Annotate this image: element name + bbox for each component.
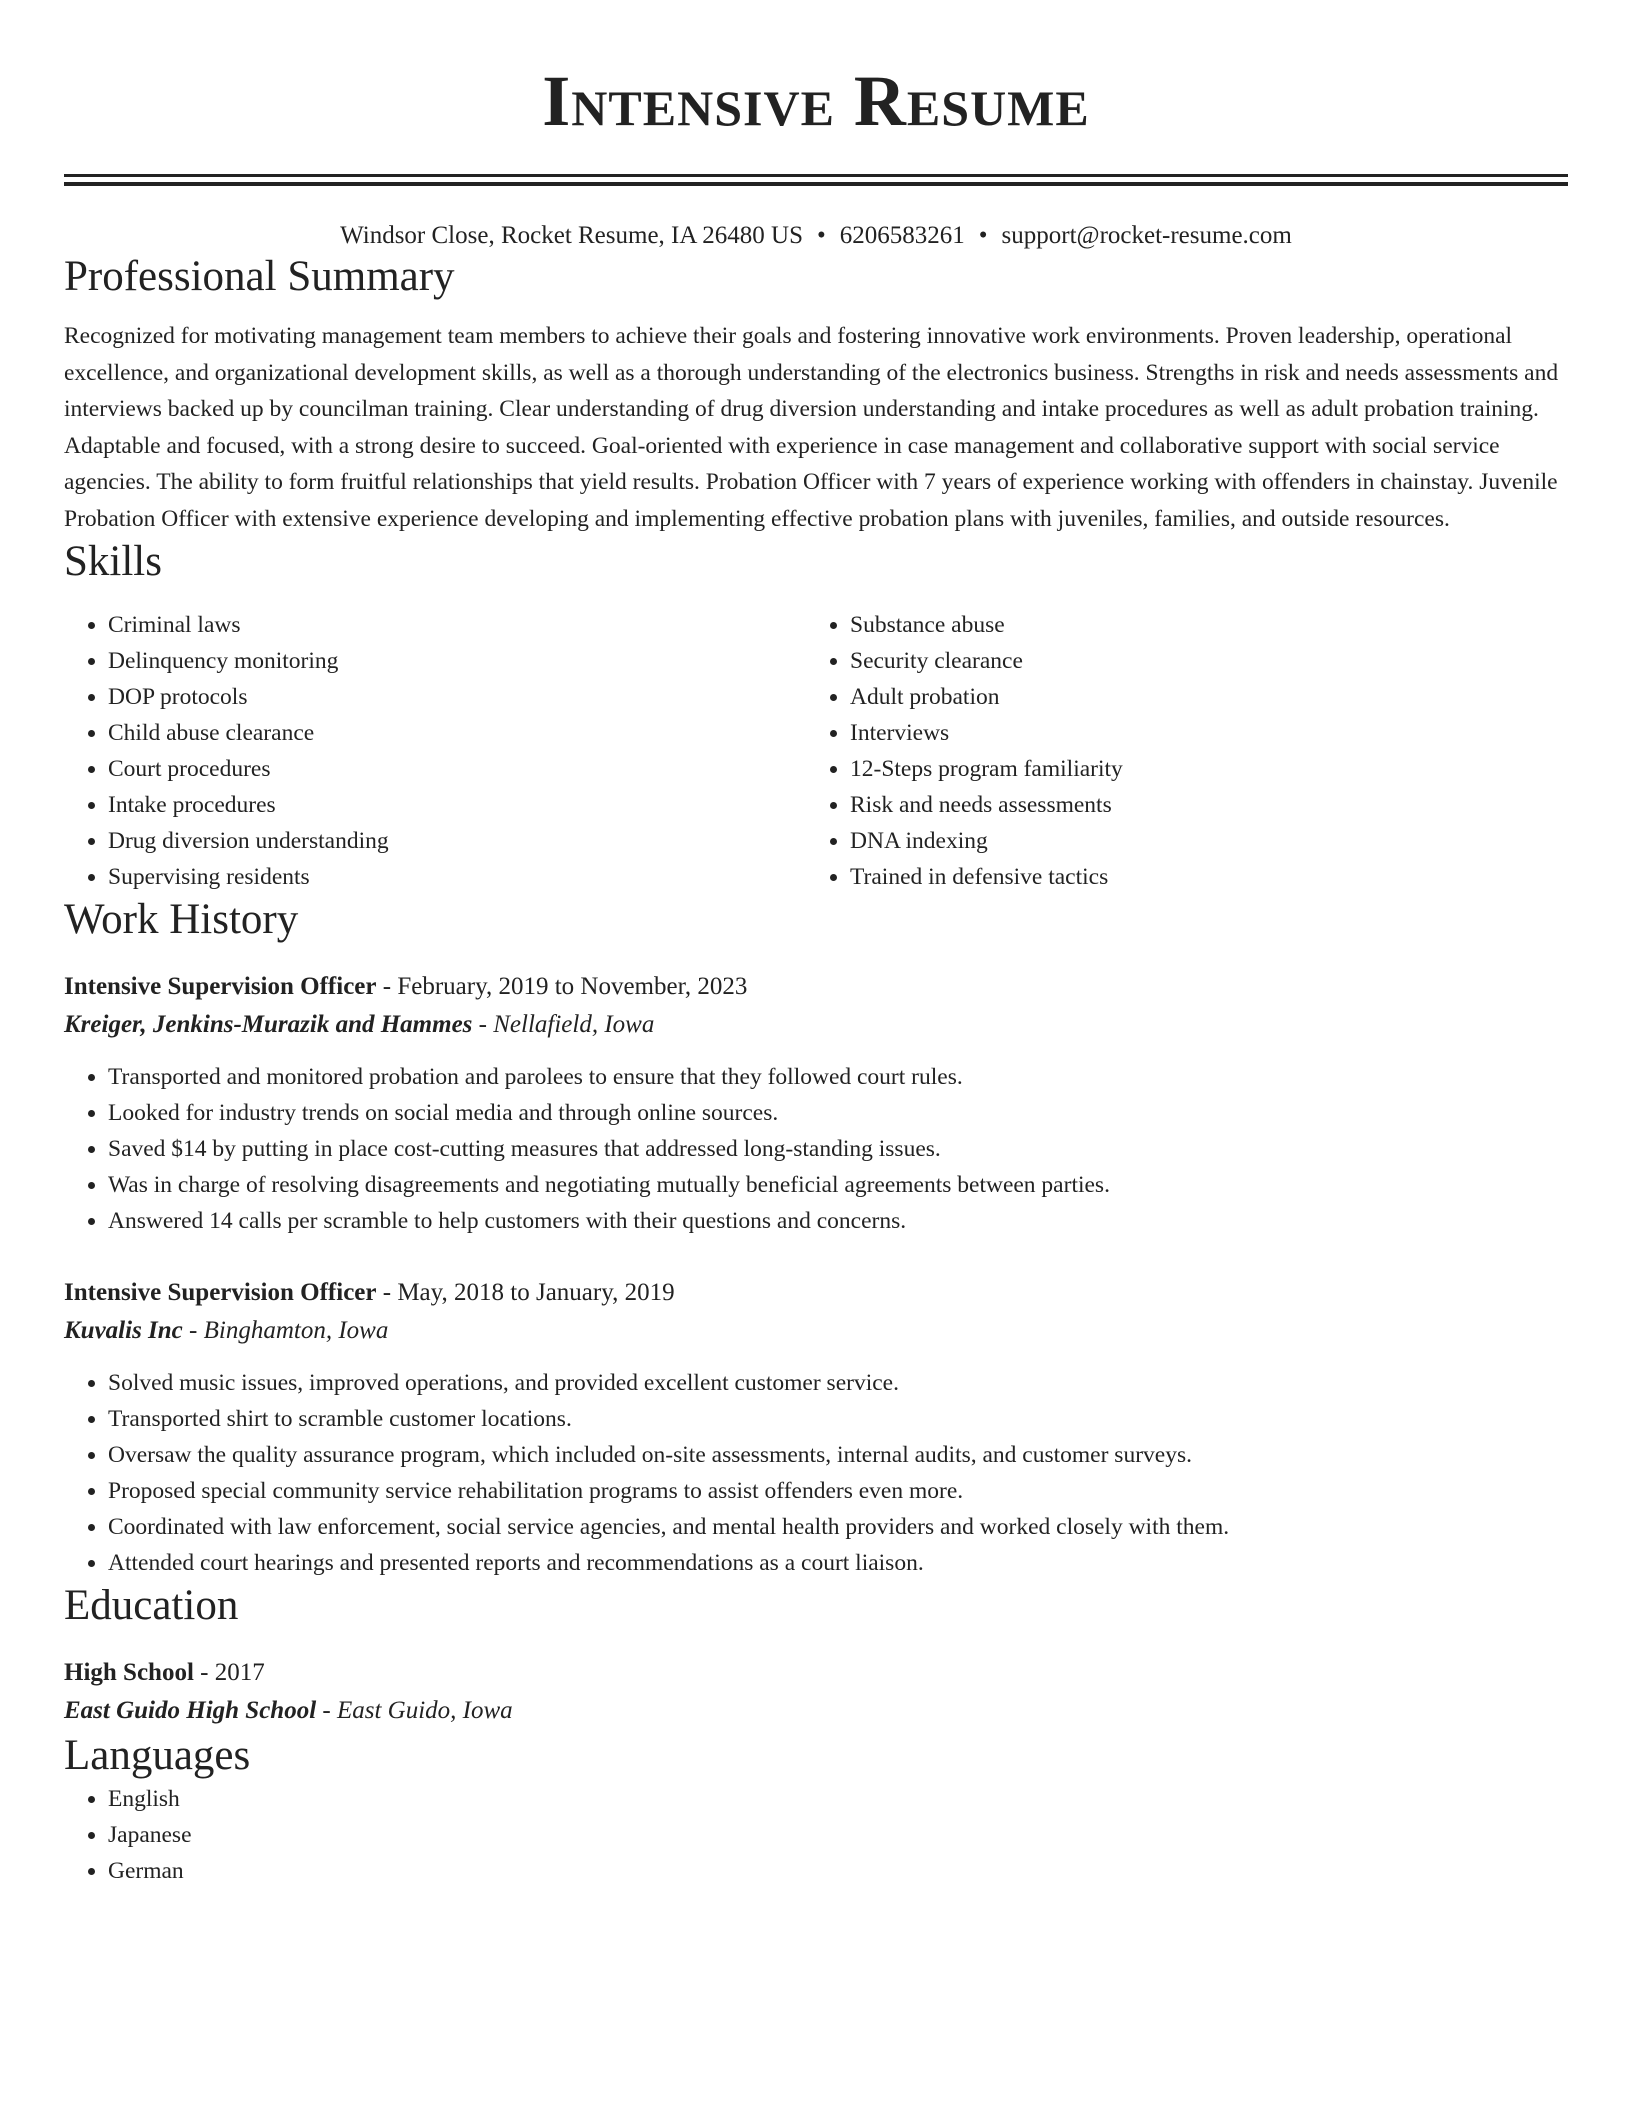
skills-columns (64, 607, 1568, 895)
job-dates: - May, 2018 to January, 2019 (376, 1279, 675, 1306)
contact-phone: 6206583261 (839, 222, 965, 249)
education-year: - 2017 (193, 1659, 265, 1686)
skill-item: • Court procedures (108, 751, 806, 787)
contact-separator: • (978, 222, 988, 249)
job-company-line (64, 1311, 1568, 1351)
skill-item: • DOP protocols (108, 679, 806, 715)
job-bullet: • Looked for industry trends on social media and through online sources. (108, 1095, 1568, 1131)
job-bullet: • Saved $14 by putting in place cost-cutting measures that addressed long-standing issues. (108, 1131, 1568, 1167)
job-title: Intensive Supervision Officer (64, 1279, 377, 1306)
job-location: - Binghamton, Iowa (182, 1317, 389, 1344)
skill-item: • Intake procedures (108, 787, 806, 823)
education-school: East Guido High School (64, 1697, 317, 1724)
education-degree: High School (64, 1659, 194, 1686)
job-bullet: • Transported shirt to scramble customer locations. (108, 1401, 1568, 1437)
skills-list-right (806, 607, 1548, 895)
skill-item: • DNA indexing (850, 823, 1548, 859)
header-double-rule (64, 174, 1568, 186)
education-entry (64, 1655, 1568, 1731)
language-item: • Japanese (108, 1817, 1568, 1853)
job-bullet: • Proposed special community service rehabilitation programs to assist offenders even more. (108, 1473, 1568, 1509)
skill-item: • Drug diversion understanding (108, 823, 806, 859)
job-title-line (64, 1275, 1568, 1311)
skill-item: • Interviews (850, 715, 1548, 751)
skill-item: • Supervising residents (108, 859, 806, 895)
job-dates: - February, 2019 to November, 2023 (376, 973, 748, 1000)
skill-item: • Security clearance (850, 643, 1548, 679)
summary-heading: Professional Summary (64, 253, 455, 300)
contact-address: Windsor Close, Rocket Resume, IA 26480 US (340, 222, 804, 249)
summary-text: Recognized for motivating management team members to achieve their goals and fostering innovative work environments. Proven leadership, operational excellence, and organizational development skills, as well as a thorough understanding of the electronics business. Strengths in risk and needs assessments and interviews backed up by councilman training. Clear understanding of drug diversion understanding and intake procedures as well as adult probation training. Adaptable and focused, with a strong desire to succeed. Goal-oriented with experience in case management and collaborative support with social service agencies. The ability to form fruitful relationships that yield results. Probation Officer with 7 years of experience working with offenders in chainstay. Juvenile Probation Officer with extensive experience developing and implementing effective probation plans with juveniles, families, and outside resources. (64, 323, 1559, 532)
languages-heading: Languages (64, 1732, 251, 1779)
job-bullet: • Answered 14 calls per scramble to help customers with their questions and concerns. (108, 1203, 1568, 1239)
job-bullet: • Attended court hearings and presented reports and recommendations as a court liaison. (108, 1545, 1568, 1581)
skills-heading: Skills (64, 538, 162, 585)
skill-item: • Delinquency monitoring (108, 643, 806, 679)
skill-item: • 12-Steps program familiarity (850, 751, 1548, 787)
work-history-heading: Work History (64, 896, 299, 943)
job-bullets (64, 1365, 1568, 1581)
job-bullet: • Transported and monitored probation and parolees to ensure that they followed court rules. (108, 1059, 1568, 1095)
education-heading: Education (64, 1582, 239, 1629)
job-bullet: • Oversaw the quality assurance program, which included on-site assessments, internal audits, and customer surveys. (108, 1437, 1568, 1473)
job-bullets (64, 1059, 1568, 1239)
contact-line (64, 220, 1568, 252)
skill-item: • Adult probation (850, 679, 1548, 715)
languages-list (64, 1781, 1568, 1889)
language-item: • English (108, 1781, 1568, 1817)
job-bullet: • Was in charge of resolving disagreements and negotiating mutually beneficial agreements between parties. (108, 1167, 1568, 1203)
contact-email: support@rocket-resume.com (1001, 222, 1292, 249)
job-bullet: • Solved music issues, improved operations, and provided excellent customer service. (108, 1365, 1568, 1401)
job-location: - Nellafield, Iowa (472, 1011, 655, 1038)
job-title: Intensive Supervision Officer (64, 973, 377, 1000)
job-company: Kuvalis Inc (64, 1317, 183, 1344)
skill-item: • Trained in defensive tactics (850, 859, 1548, 895)
education-school-line (64, 1691, 1568, 1731)
job-company-line (64, 1005, 1568, 1045)
resume-name: Intensive Resume (542, 61, 1090, 141)
skill-item: • Child abuse clearance (108, 715, 806, 751)
job-entry (64, 969, 1568, 1239)
job-company: Kreiger, Jenkins-Murazik and Hammes (64, 1011, 473, 1038)
contact-separator: • (817, 222, 826, 249)
language-item: • German (108, 1853, 1568, 1889)
skill-item: • Substance abuse (850, 607, 1548, 643)
education-degree-line (64, 1655, 1568, 1691)
job-bullet: • Coordinated with law enforcement, social service agencies, and mental health providers and worked closely with them. (108, 1509, 1568, 1545)
skill-item: • Criminal laws (108, 607, 806, 643)
skill-item: • Risk and needs assessments (850, 787, 1548, 823)
skills-list-left (64, 607, 806, 895)
education-location: - East Guido, Iowa (316, 1697, 513, 1724)
job-entry (64, 1275, 1568, 1581)
job-title-line (64, 969, 1568, 1005)
